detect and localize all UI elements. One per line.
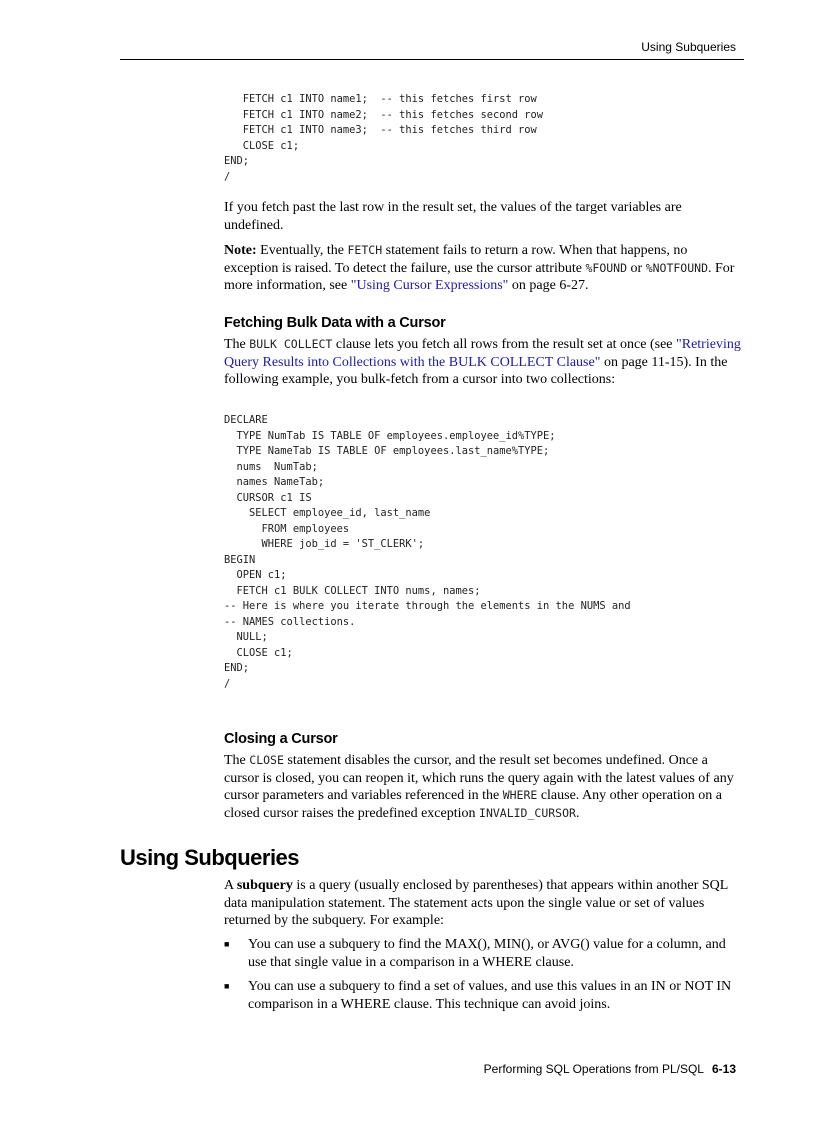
code-fetch-rows: FETCH c1 INTO name1; -- this fetches first row FETCH c1 INTO name2; -- this fetches second row FETCH c1 INTO name3; -- this fetches third row CLOSE c1; END; / xyxy=(224,93,544,183)
inline-code-close: CLOSE xyxy=(249,753,284,767)
code-bulk-collect: DECLARE TYPE NumTab IS TABLE OF employees.employee_id%TYPE; TYPE NameTab IS TABLE OF employees.last_name%TYPE; nums NumTab; names NameTab; CURSOR c1 IS SELECT employee_id, last_name FROM employees WHERE job_id = 'ST_CLERK'; BEGIN OPEN c1; FETCH c1 BULK COLLECT INTO nums, names; -- Here is where you iterate through the elements in the NUMS and -- NAMES collections. NULL; CLOSE c1; END; / xyxy=(224,414,631,690)
link-retrieving-query-results[interactable]: "Retrieving Query Results into Collections with the BULK COLLECT Clause" xyxy=(224,337,741,370)
code-block-bulk xyxy=(224,413,744,692)
footer-page-number: 6-13 xyxy=(711,1062,736,1076)
link-using-cursor-expressions[interactable]: "Using Cursor Expressions" xyxy=(350,278,509,293)
subquery-bullet-list xyxy=(224,936,744,1020)
section-closing-cursor xyxy=(224,731,744,747)
term-subquery: subquery xyxy=(236,878,293,893)
inline-code-where: WHERE xyxy=(502,788,538,802)
note-label: Note: xyxy=(224,243,257,258)
list-item: ■ You can use a subquery to find the MAX(), MIN(), or AVG() value for a column, and use that single value in a comparison in a WHERE clause. xyxy=(224,937,726,970)
bullet-square-icon: ■ xyxy=(224,939,230,949)
code-block-fetch xyxy=(224,92,744,185)
note-text: Note: Eventually, the FETCH statement fails to return a row. When that happens, no exception is raised. To detect the failure, use the cursor attribute %FOUND or %NOTFOUND. For more information, see "Using Cursor Expressions" on page 6-27. xyxy=(224,243,735,293)
list-item: ■ You can use a subquery to find a set of values, and use this values in an IN or NOT IN comparison in a WHERE clause. This technique can avoid joins. xyxy=(224,979,732,1012)
heading-closing-a-cursor: Closing a Cursor xyxy=(224,731,338,747)
inline-code-notfound: %NOTFOUND xyxy=(645,260,708,275)
heading-fetching-bulk-data: Fetching Bulk Data with a Cursor xyxy=(224,315,446,331)
paragraph-fetch-past xyxy=(224,199,744,234)
section-fetching-bulk xyxy=(224,315,744,331)
inline-code-fetch: FETCH xyxy=(347,243,383,257)
bullet-list xyxy=(224,936,744,1013)
running-header: Using Subqueries xyxy=(641,40,736,54)
header-rule xyxy=(120,59,744,60)
inline-code-found: %FOUND xyxy=(585,260,628,275)
paragraph-subquery xyxy=(224,877,744,930)
heading-using-subqueries: Using Subqueries xyxy=(120,845,300,870)
footer-book-title: Performing SQL Operations from PL/SQL xyxy=(483,1062,704,1076)
paragraph-text: If you fetch past the last row in the result set, the values of the target variables are undefined. xyxy=(224,200,682,233)
page-footer xyxy=(484,1062,736,1076)
closing-text: The CLOSE statement disables the cursor, and the result set becomes undefined. Once a cursor is closed, you can reopen it, which runs the query again with the latest values of any cursor parameters and variables referenced in the WHERE clause. Any other operation on a closed cursor raises the predefined exception INVALID_CURSOR. xyxy=(224,753,734,821)
inline-code-invalid-cursor: INVALID_CURSOR xyxy=(479,805,576,820)
note-block xyxy=(224,242,744,295)
inline-code-bulk-collect: BULK COLLECT xyxy=(249,337,333,351)
paragraph-bulk xyxy=(224,336,744,389)
paragraph-closing xyxy=(224,752,744,822)
bullet-square-icon: ■ xyxy=(224,981,230,991)
subquery-text: A subquery is a query (usually enclosed by parentheses) that appears within another SQL data manipulation statement. The statement acts upon the single value or set of values returned by the subquery. For example: xyxy=(224,878,728,928)
bulk-text: The BULK COLLECT clause lets you fetch all rows from the result set at once (see "Retrieving Query Results into Collections with the BULK COLLECT Clause" on page 11-15). In the following example, you bulk-fetch from a cursor into two collections: xyxy=(224,337,741,387)
